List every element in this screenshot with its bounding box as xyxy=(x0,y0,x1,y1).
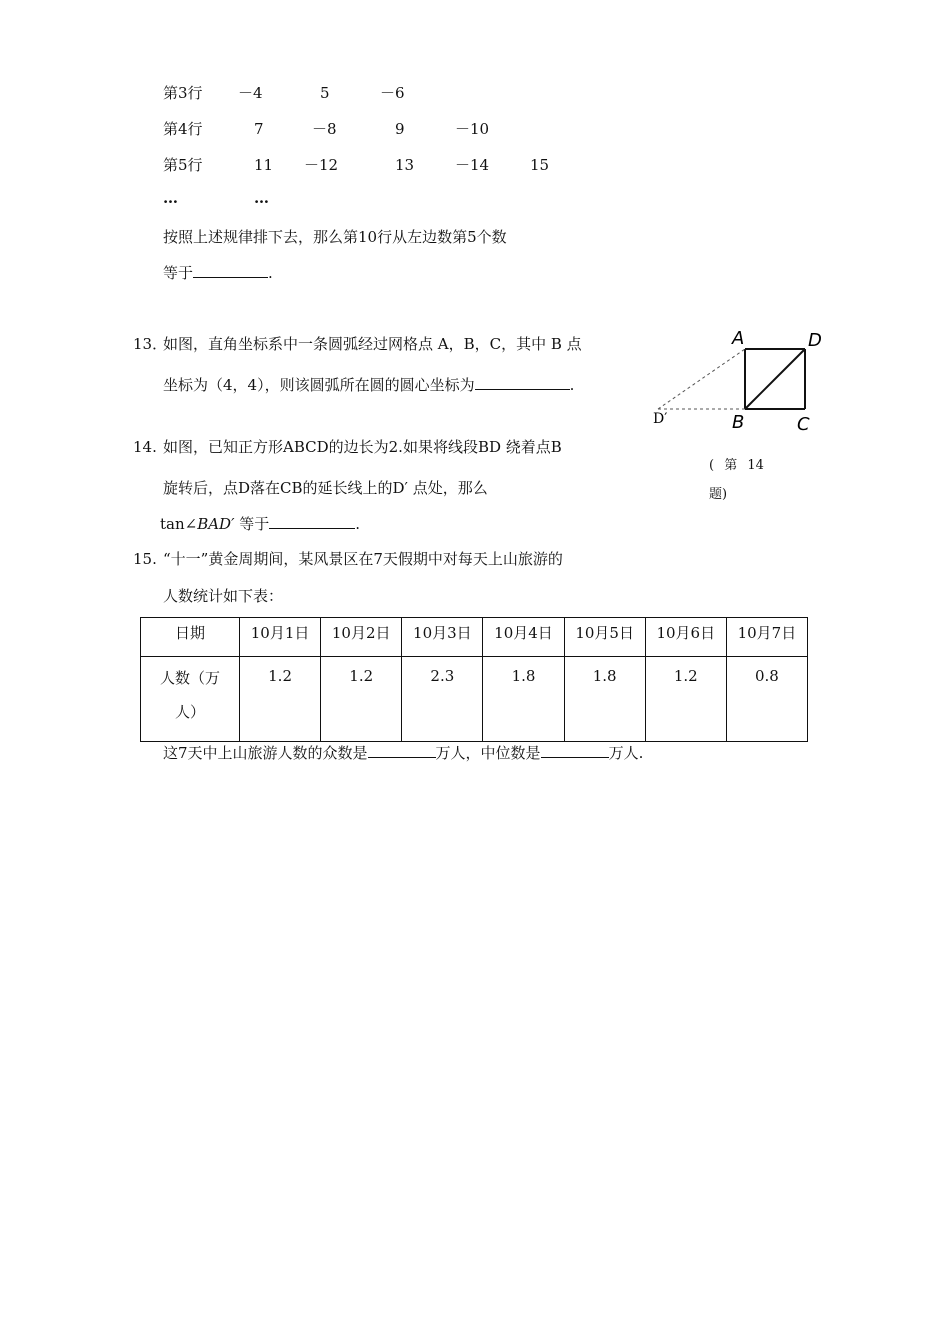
table-cell-count-4: 1.8 xyxy=(483,657,564,742)
table-cell-count-2: 1.2 xyxy=(321,657,402,742)
figure-caption-line2: 题) xyxy=(709,487,728,502)
q14-equals: 等于 xyxy=(234,515,270,533)
q15-number: 15. xyxy=(133,550,157,568)
row-3-value-1: －4 xyxy=(238,84,263,102)
label-a: A xyxy=(732,328,745,349)
row-5-value-4: －14 xyxy=(455,156,490,174)
table-cell-date-4: 10月4日 xyxy=(483,618,564,657)
table-cell-date-6: 10月6日 xyxy=(645,618,726,657)
q14-angle: BAD′ xyxy=(197,515,235,533)
ellipsis-left: … xyxy=(163,189,178,207)
table-cell-date-5: 10月5日 xyxy=(564,618,645,657)
visitor-stats-table xyxy=(140,617,808,742)
q13-number: 13． xyxy=(133,335,168,353)
ellipsis-right: … xyxy=(254,189,269,207)
row-4-value-3: 9 xyxy=(395,120,405,138)
row-4-label: 第4行 xyxy=(163,120,203,138)
q13-line1: 如图，直角坐标系中一条圆弧经过网格点 A，B，C，其中 B 点 xyxy=(163,335,582,353)
square-rotation-figure xyxy=(648,325,828,440)
row-3-value-3: －6 xyxy=(380,84,405,102)
table-header-count-line1: 人数（万 xyxy=(159,669,220,687)
table-cell-date-1: 10月1日 xyxy=(240,618,321,657)
table-cell-date-7: 10月7日 xyxy=(726,618,807,657)
table-header-count-line2: 人） xyxy=(174,703,205,721)
q15-answer-suffix: 万人. xyxy=(608,744,644,762)
q15-mode-blank[interactable] xyxy=(368,743,436,758)
q14-line1: 如图，已知正方形ABCD的边长为2.如果将线段BD 绕着点B xyxy=(163,438,562,456)
label-b: B xyxy=(732,412,745,433)
table-cell-count-1: 1.2 xyxy=(240,657,321,742)
q12-answer-blank[interactable] xyxy=(193,263,268,278)
figure-caption-line1: ( 第 14 xyxy=(709,458,764,473)
q15-line1: “十一”黄金周期间，某风景区在7天假期中对每天上山旅游的 xyxy=(163,550,563,568)
q12-suffix: . xyxy=(268,264,273,282)
q14-answer-blank[interactable] xyxy=(269,514,355,529)
table-cell-count-5: 1.8 xyxy=(564,657,645,742)
label-dprime: D′ xyxy=(653,411,668,427)
q14-line2: 旋转后，点D落在CB的延长线上的D′ 点处，那么 xyxy=(163,479,488,497)
diagonal-bd xyxy=(745,349,805,409)
label-c: C xyxy=(797,414,810,435)
q13-line2 xyxy=(163,375,574,395)
q14-suffix: . xyxy=(355,515,361,533)
row-4-value-1: 7 xyxy=(254,120,264,138)
row-5-value-1: 11 xyxy=(254,156,274,174)
q15-answer-line xyxy=(163,743,643,763)
q12-prefix: 等于 xyxy=(163,264,194,282)
q12-question-line1: 按照上述规律排下去，那么第10行从左边数第5个数 xyxy=(163,228,507,246)
table-cell-date-3: 10月3日 xyxy=(402,618,483,657)
table-cell-count-3: 2.3 xyxy=(402,657,483,742)
q14-line3 xyxy=(160,514,360,534)
label-d: D xyxy=(808,330,822,351)
row-3-value-2: 5 xyxy=(320,84,330,102)
row-5-value-2: －12 xyxy=(304,156,339,174)
row-4-value-4: －10 xyxy=(455,120,490,138)
q14-tan: tan∠ xyxy=(160,515,198,533)
table-cell-date-2: 10月2日 xyxy=(321,618,402,657)
row-5-value-3: 13 xyxy=(395,156,415,174)
dashed-adprime xyxy=(658,349,745,409)
table-header-count xyxy=(141,657,240,742)
table-cell-count-7: 0.8 xyxy=(726,657,807,742)
q13-prefix: 坐标为（4，4），则该圆弧所在圆的圆心坐标为 xyxy=(163,376,475,394)
row-5-label: 第5行 xyxy=(163,156,203,174)
row-3-label: 第3行 xyxy=(163,84,203,102)
q15-line2: 人数统计如下表： xyxy=(163,587,284,605)
table-row-dates xyxy=(141,618,808,657)
q15-answer-mid: 万人，中位数是 xyxy=(435,744,541,762)
row-4-value-2: －8 xyxy=(312,120,337,138)
table-row-counts xyxy=(141,657,808,742)
row-5-value-5: 15 xyxy=(530,156,550,174)
q13-suffix: . xyxy=(569,376,575,394)
q13-answer-blank[interactable] xyxy=(475,375,570,390)
q12-question-line2 xyxy=(163,263,273,283)
table-header-date: 日期 xyxy=(141,618,240,657)
q14-number: 14. xyxy=(133,438,157,456)
q15-median-blank[interactable] xyxy=(541,743,609,758)
table-cell-count-6: 1.2 xyxy=(645,657,726,742)
q15-answer-prefix: 这7天中上山旅游人数的众数是 xyxy=(163,744,368,762)
